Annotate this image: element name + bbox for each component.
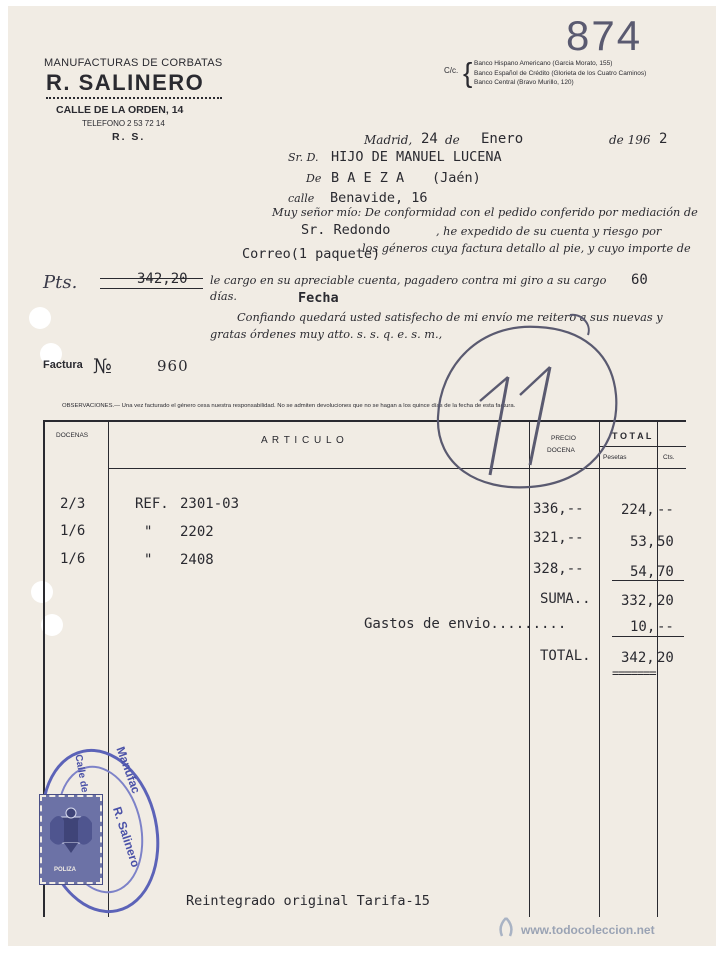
handwritten-ref-number: 874: [566, 12, 643, 59]
amount-value: 342,20: [137, 271, 188, 287]
suma-cts: 20: [657, 593, 674, 609]
body-agent: Sr. Redondo: [301, 222, 391, 238]
row-3-underline: [612, 580, 684, 581]
date-month: Enero: [481, 131, 524, 147]
bank-brace: {: [463, 57, 473, 88]
todocoleccion-logo-icon: [497, 917, 515, 939]
sr-label: Sr. D.: [288, 151, 319, 164]
gastos-label: Gastos de envio.........: [364, 616, 567, 632]
fiscal-stamp: [40, 795, 102, 884]
row-3-cts: 70: [657, 564, 674, 580]
col-line-cts: [657, 422, 658, 917]
row-1-precio: 336,--: [533, 501, 584, 517]
cc-label: C/c.: [444, 66, 459, 75]
row-2-docenas: 1/6: [60, 523, 86, 539]
fiscal-stamp-label: POLIZA: [54, 867, 76, 873]
punch-hole-1: [29, 307, 51, 329]
row-1-articulo: 2301-03: [180, 496, 240, 512]
total-double-underline: =======: [612, 666, 656, 680]
reintegrado-footer: Reintegrado original Tarifa-15: [186, 893, 430, 909]
recipient-town: B A E Z A: [331, 170, 405, 186]
total-pesetas: 342,: [621, 650, 655, 666]
date-year-prefix: de 196: [609, 133, 651, 147]
coat-of-arms-icon: [42, 803, 100, 865]
row-1-ref: REF.: [135, 496, 169, 512]
col-header-precio: PRECIO: [551, 435, 576, 442]
date-city: Madrid,: [364, 133, 413, 147]
date-day: 24: [421, 131, 438, 147]
col-header-docena: DOCENA: [547, 447, 575, 454]
total-label: TOTAL.: [540, 648, 591, 664]
row-2-articulo: 2202: [180, 524, 214, 540]
company-name-rule: [46, 97, 222, 99]
fecha-label: Fecha: [298, 290, 339, 306]
company-name: R. SALINERO: [46, 70, 205, 95]
observaciones-note: OBSERVACIONES.— Una vez facturado el género cesa nuestra responsabilidad. No se admiten devoluciones que no se hagan a los quince días de la fecha de esta factura.: [62, 403, 516, 409]
row-2-pesetas: 53,: [630, 534, 656, 550]
body-line-3: los géneros cuya factura detallo al pie, y cuyo importe de: [362, 242, 691, 255]
telefono-label: TELEFONO: [82, 119, 126, 128]
bank-2: Banco Español de Crédito (Glorieta de los Cuatro Caminos): [474, 70, 647, 77]
col-header-total: T O T A L: [612, 431, 652, 441]
handwritten-circle-mark: [420, 305, 640, 505]
gastos-pesetas: 10,: [630, 619, 656, 635]
total-cts: 20: [657, 650, 674, 666]
days-label: días.: [210, 290, 237, 303]
recipient-street: Benavide, 16: [330, 190, 428, 206]
row-2-precio: 321,--: [533, 530, 584, 546]
handwritten-mark-text: [0, 0, 1, 1]
bank-3: Banco Central (Bravo Murillo, 120): [474, 79, 574, 86]
stamp-text-3: R. Salinero: [110, 805, 143, 869]
row-3-docenas: 1/6: [60, 551, 86, 567]
col-header-cts: Cts.: [663, 454, 675, 461]
company-line: MANUFACTURAS DE CORBATAS: [44, 57, 223, 69]
factura-number: 960: [157, 357, 189, 375]
pts-label: Pts.: [43, 272, 78, 293]
watermark-text: www.todocoleccion.net: [521, 923, 655, 937]
body-line-4: le cargo en su apreciable cuenta, pagadero contra mi giro a su cargo: [210, 274, 607, 287]
numero-symbol: №: [93, 354, 112, 378]
body-shipping: Correo(1 paquete): [242, 246, 381, 262]
days-number: 60: [631, 272, 648, 288]
recipient-name: HIJO DE MANUEL LUCENA: [331, 149, 502, 165]
gastos-cts: --: [657, 619, 674, 635]
bank-1: Banco Hispano Americano (Garcia Morato, 155): [474, 60, 613, 67]
row-3-pesetas: 54,: [630, 564, 656, 580]
row-3-ref: ": [144, 552, 153, 568]
gastos-underline: [612, 636, 684, 637]
telefono-number: 2 53 72 14: [127, 119, 165, 128]
suma-label: SUMA..: [540, 591, 591, 607]
company-address: CALLE DE LA ORDEN, 14: [56, 104, 184, 116]
body-line-5: Confiando quedará usted satisfecho de mi envío me reitero a sus nuevas y: [237, 311, 663, 324]
row-2-cts: 50: [657, 534, 674, 550]
col-header-docenas: DOCENAS: [56, 432, 89, 439]
date-year-digit: 2: [659, 131, 668, 147]
col-header-pesetas: Pesetas: [603, 454, 627, 461]
calle-label: calle: [288, 192, 315, 205]
factura-label: Factura: [43, 359, 83, 371]
row-2-ref: ": [144, 524, 153, 540]
stamp-text-1: Manufac: [113, 744, 144, 796]
suma-pesetas: 332,: [621, 593, 655, 609]
row-3-articulo: 2408: [180, 552, 214, 568]
row-1-docenas: 2/3: [60, 496, 86, 512]
body-line-2: , he expedido de su cuenta y riesgo por: [436, 225, 662, 238]
body-line-6: gratas órdenes muy atto. s. s. q. e. s. m.,: [210, 328, 443, 341]
company-initials: R. S.: [112, 131, 146, 143]
row-1-pesetas: 224,: [621, 502, 655, 518]
de-label: De: [306, 172, 322, 185]
recipient-province: (Jaén): [432, 170, 481, 186]
col-header-articulo: A R T I C U L O: [261, 435, 345, 446]
body-line-1: Muy señor mío: De conformidad con el pedido conferido por mediación de: [272, 206, 698, 219]
date-de: de: [445, 133, 460, 147]
stamp-text-2: Calle de: [72, 753, 90, 794]
row-1-cts: --: [657, 502, 674, 518]
row-3-precio: 328,--: [533, 561, 584, 577]
